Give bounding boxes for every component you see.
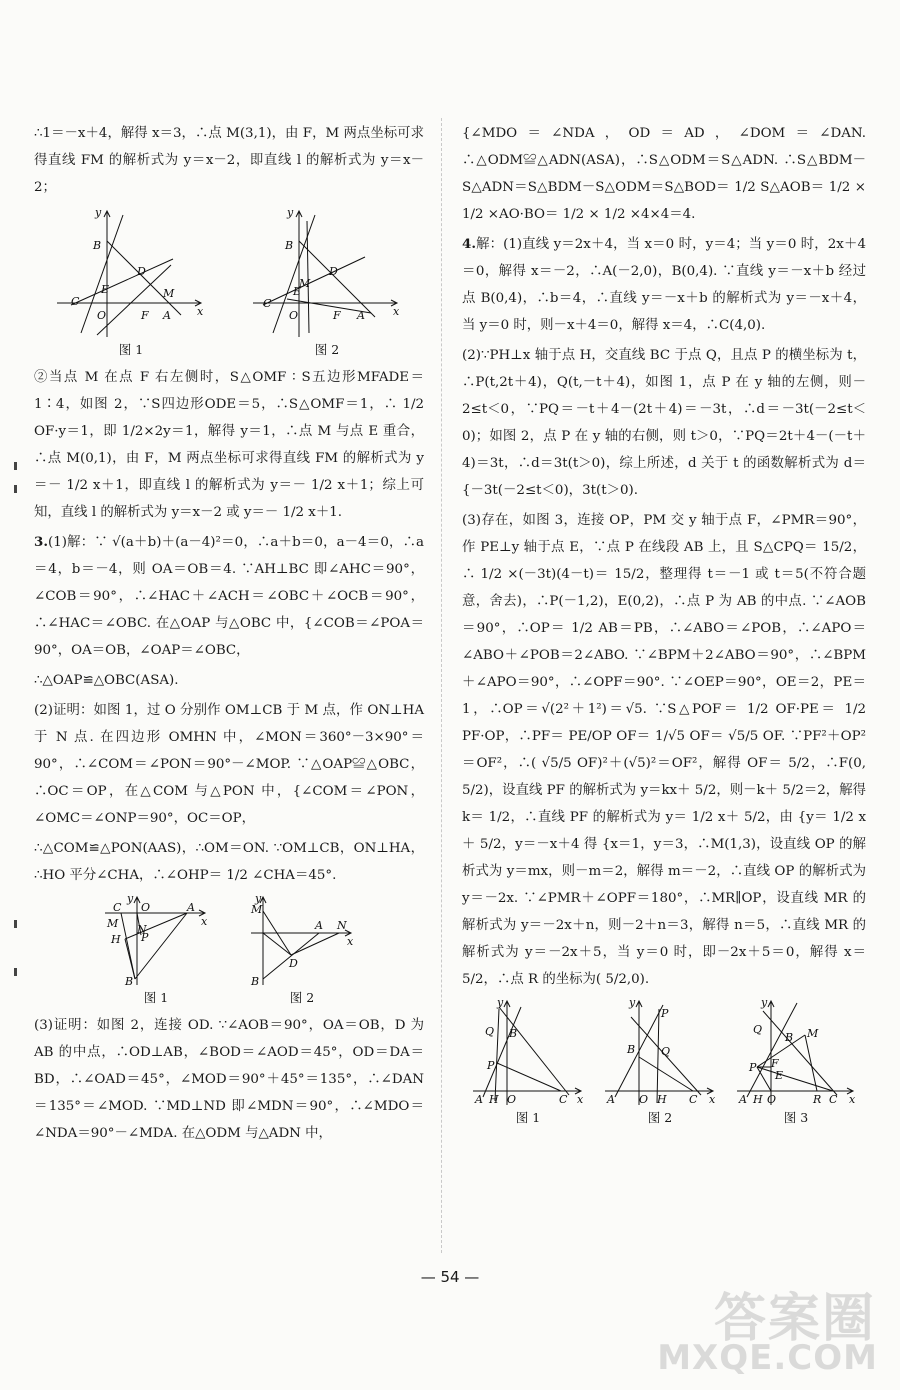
svg-text:M: M: [807, 1027, 819, 1040]
figure-caption: 图 2: [647, 1110, 673, 1125]
svg-text:B: B: [509, 1027, 518, 1040]
svg-text:y: y: [629, 997, 636, 1009]
svg-text:B: B: [125, 975, 134, 988]
svg-text:O: O: [639, 1093, 649, 1106]
figure: [469, 997, 587, 1126]
svg-text:M: M: [299, 277, 311, 290]
coordinate-diagram: [51, 205, 211, 341]
paragraph: ②当点 M 在点 F 右左侧时，S△OMF ∶ S五边形MFADE＝1∶4，如图 2，∵S四边形ODE＝5，∴S△OMF＝1，∴ 1/2 OF·y＝1，即 1/2×2y＝1，解得 y＝1，∴点 M 与点 E 重合，∴点 M(0,1)，由 F，M 两点坐标可求得直线 FM 的解析式为 y＝－ 1/2 x＋1，即直线 l 的解析式为 y＝－ 1/2 x＋1；综上可知，直线 l 的解析式为 y＝x－2 或 y＝－ 1/2 x＋1.: [34, 370, 424, 520]
figure-caption: 图 1: [515, 1110, 541, 1125]
svg-text:C: C: [113, 901, 122, 914]
watermark: [657, 1268, 884, 1380]
paragraph-text: (1)解：∵ √(a＋b)＋(a－4)²＝0，∴a＋b＝0，a－4＝0，∴a＝4，b＝－4，则 OA＝OB＝4. ∵AH⊥BC 即∠AHC＝90°，∠COB＝90°，∴∠HAC＋∠ACH＝∠OBC＋∠OCB＝90°，∴∠HAC＝∠OBC. 在△OAP 与△OBC 中，{∠COB＝∠POA＝90°，OA＝OB，∠OAP＝∠OBC，: [34, 535, 424, 658]
svg-text:B: B: [93, 239, 102, 252]
svg-text:O: O: [97, 309, 107, 322]
svg-text:B: B: [285, 239, 294, 252]
figure-row-a: [34, 205, 424, 358]
figure-row-c: [462, 997, 866, 1126]
svg-text:A: A: [739, 1093, 747, 1106]
svg-text:A: A: [607, 1093, 615, 1106]
svg-text:N: N: [137, 923, 147, 936]
svg-text:E: E: [293, 285, 302, 298]
paragraph: [34, 529, 424, 664]
svg-text:H: H: [753, 1093, 763, 1106]
paragraph: ∴△OAP≌△OBC(ASA).: [34, 673, 179, 688]
paragraph: (2)证明：如图 1，过 O 分别作 OM⊥CB 于 M 点，作 ON⊥HA 于 N 点. 在四边形 OMHN 中，∠MON＝360°－3×90°＝90°，∴∠COM＝∠PON＝90°－∠MOP. ∵△OAP≌△OBC，∴OC＝OP，在△COM 与△PON 中，{∠COM＝∠PON，∠OMC＝∠ONP＝90°，OC＝OP，: [34, 703, 424, 826]
svg-text:R: R: [813, 1093, 822, 1106]
svg-text:B: B: [785, 1031, 794, 1044]
watermark-text: 答案圈: [713, 1289, 876, 1349]
svg-text:y: y: [761, 997, 768, 1009]
watermark-url: MXQE.COM: [657, 1338, 878, 1378]
svg-text:A: A: [163, 309, 171, 322]
left-column: [34, 120, 424, 1150]
svg-text:C: C: [263, 297, 272, 310]
coordinate-diagram: [601, 997, 719, 1109]
right-column: [462, 120, 866, 1132]
paragraph: ∴△COM≌△PON(AAS)，∴OM＝ON. ∵OM⊥CB，ON⊥HA，∴HO 平分∠CHA，∴∠OHP＝ 1/2 ∠CHA＝45°.: [34, 841, 424, 883]
svg-text:H: H: [489, 1093, 499, 1106]
svg-text:P: P: [141, 931, 149, 944]
figure-caption: 图 1: [118, 342, 144, 357]
svg-text:B: B: [627, 1043, 636, 1056]
paragraph-text: 解：(1)直线 y＝2x＋4，当 x＝0 时，y＝4；当 y＝0 时，2x＋4＝0，解得 x＝－2，∴A(－2,0)，B(0,4). ∵直线 y＝－x＋b 经过点 B(0,4)，∴b＝4，∴直线 y＝－x＋b 的解析式为 y＝－x＋4，当 y＝0 时，则－x＋4＝0，解得 x＝4，∴C(4,0).: [462, 237, 866, 333]
figure-row-b: [34, 893, 424, 1006]
margin-mark: [14, 485, 17, 493]
svg-text:C: C: [689, 1093, 698, 1106]
svg-text:A: A: [357, 309, 365, 322]
svg-text:F: F: [141, 309, 149, 322]
paragraph: (3)存在，如图 3，连接 OP，PM 交 y 轴于点 F，∠PMR＝90°，作 PE⊥y 轴于点 E，∵点 P 在线段 AB 上，且 S△CPQ＝ 15/2，∴ 1/2 ×(－3t)(4－t)＝ 15/2，整理得 t＝－1 或 t＝5(不符合题意，舍去)，∴P(－1,2)，E(0,2)，∴点 P 为 AB 的中点. ∵∠AOB＝90°，∴OP＝ 1/2 AB＝PB，∴∠ABO＝∠POB，∴∠APO＝∠ABO＋∠POB＝2∠ABO. ∵∠BPM＋2∠ABO＝90°，∴∠BPM＋∠APO＝90°，∴∠OPF＝90°. ∵∠OEP＝90°，OE＝2，PE＝1，∴OP＝√(2²＋1²)＝√5. ∵S△POF＝ 1/2 OF·PE＝ 1/2 PF·OP，∴PF＝ PE/OP OF＝ 1/√5 OF＝ √5/5 OF. ∵PF²＋OP²＝OF²，∴( √5/5 OF)²＋(√5)²＝OF²，解得 OF＝ 5/2，∴F(0, 5/2)，设直线 PF 的解析式为 y＝kx＋ 5/2，则－k＋ 5/2＝2，解得 k＝ 1/2，∴直线 PF 的解析式为 y＝ 1/2 x＋ 5/2，由 {y＝ 1/2 x＋ 5/2，y＝－x＋4 得 {x＝1，y＝3，∴M(1,3)，设直线 OP 的解析式为 y＝mx，则－m＝2，解得 m＝－2，∴直线 OP 的解析式为 y＝－2x. ∵∠PMR＋∠OPF＝180°，∴MR∥OP，设直线 MR 的解析式为 y＝－2x＋n，则－2＋n＝3，解得 n＝5，∴直线 MR 的解析式为 y＝－2x＋5，当 y＝0 时，即－2x＋5＝0，解得 x＝ 5/2，∴点 R 的坐标为( 5/2,0).: [462, 513, 866, 987]
svg-text:M: M: [163, 287, 175, 300]
svg-text:N: N: [337, 919, 347, 932]
figure: [101, 893, 211, 1006]
svg-text:F: F: [333, 309, 341, 322]
svg-text:y: y: [127, 893, 134, 905]
svg-text:Q: Q: [485, 1025, 495, 1038]
figure-caption: 图 2: [289, 990, 315, 1005]
svg-text:Q: Q: [753, 1023, 763, 1036]
svg-text:x: x: [709, 1093, 716, 1106]
svg-text:O: O: [289, 309, 299, 322]
margin-mark: [14, 462, 17, 470]
figure-caption: 图 3: [783, 1110, 809, 1125]
figure-caption: 图 1: [143, 990, 169, 1005]
svg-text:x: x: [197, 305, 204, 318]
paragraph: {∠MDO＝∠NDA，OD＝AD，∠DOM＝∠DAN. ∴△ODM≌△ADN(ASA)，∴S△ODM＝S△ADN. ∴S△BDM－S△ADN＝S△BDM－S△ODM＝S△BOD＝ 1/2 S△AOB＝ 1/2 × 1/2 ×AO·BO＝ 1/2 × 1/2 ×4×4＝4.: [462, 126, 866, 222]
svg-text:x: x: [849, 1093, 856, 1106]
svg-text:A: A: [187, 901, 195, 914]
svg-text:O: O: [141, 901, 151, 914]
paragraph: (2)∵PH⊥x 轴于点 H，交直线 BC 于点 Q，且点 P 的横坐标为 t，∴P(t,2t＋4)，Q(t,－t＋4)，如图 1，点 P 在 y 轴的左侧，则－2≤t＜0，∵PQ＝－t＋4－(2t＋4)＝－3t，∴d＝－3t(－2≤t＜0)；如图 2，点 P 在 y 轴的右侧，则 t＞0，∵PQ＝2t＋4－(－t＋4)＝3t，∴d＝3t(t＞0)，综上所述，d 关于 t 的函数解析式为 d＝{－3t(－2≤t＜0)，3t(t＞0).: [462, 348, 866, 498]
svg-text:E: E: [101, 283, 110, 296]
svg-text:P: P: [749, 1061, 757, 1074]
svg-text:O: O: [507, 1093, 517, 1106]
svg-text:A: A: [475, 1093, 483, 1106]
svg-text:y: y: [287, 206, 294, 219]
figure: [733, 997, 859, 1126]
figure: [51, 205, 211, 358]
coordinate-diagram: [247, 205, 407, 341]
paragraph: [462, 231, 866, 339]
svg-text:C: C: [559, 1093, 568, 1106]
svg-text:O: O: [767, 1093, 777, 1106]
svg-text:x: x: [577, 1093, 584, 1106]
svg-text:B: B: [251, 975, 260, 988]
svg-text:x: x: [347, 935, 354, 948]
svg-text:P: P: [487, 1059, 495, 1072]
page-number: — 54 —: [420, 1268, 480, 1286]
svg-text:y: y: [95, 206, 102, 219]
question-number: 3.: [34, 534, 48, 550]
coordinate-diagram: [247, 893, 357, 989]
figure: [247, 205, 407, 358]
figure: [601, 997, 719, 1126]
coordinate-diagram: [469, 997, 587, 1109]
svg-text:y: y: [497, 997, 504, 1009]
svg-text:x: x: [393, 305, 400, 318]
svg-text:H: H: [111, 933, 121, 946]
svg-text:D: D: [289, 957, 298, 970]
margin-mark: [14, 968, 17, 976]
margin-mark: [14, 920, 17, 928]
coordinate-diagram: [733, 997, 859, 1109]
svg-text:E: E: [775, 1069, 784, 1082]
svg-text:y: y: [255, 893, 262, 905]
question-number: 4.: [462, 236, 476, 252]
svg-text:C: C: [829, 1093, 838, 1106]
svg-text:D: D: [329, 265, 338, 278]
svg-text:D: D: [137, 265, 146, 278]
svg-text:A: A: [315, 919, 323, 932]
coordinate-diagram: [101, 893, 211, 989]
svg-text:M: M: [107, 917, 119, 930]
svg-text:F: F: [771, 1057, 779, 1070]
svg-text:x: x: [201, 915, 208, 928]
svg-text:H: H: [657, 1093, 667, 1106]
svg-text:M: M: [251, 903, 263, 916]
svg-text:C: C: [71, 295, 80, 308]
svg-text:Q: Q: [661, 1045, 671, 1058]
paragraph: ∴1＝－x＋4，解得 x＝3，∴点 M(3,1)，由 F，M 两点坐标可求得直线 FM 的解析式为 y＝x－2，即直线 l 的解析式为 y＝x－2；: [34, 126, 424, 195]
paragraph: (3)证明：如图 2，连接 OD. ∵∠AOB＝90°，OA＝OB，D 为 AB 的中点，∴OD⊥AB，∠BOD＝∠AOD＝45°，OD＝DA＝BD，∴∠OAD＝45°，∠MOD＝90°＋45°＝135°，∴∠DAN＝135°＝∠MOD. ∵MD⊥ND 即∠MDN＝90°，∴∠MDO＝∠NDA＝90°－∠MDA. 在△ODM 与△ADN 中，: [34, 1018, 424, 1141]
svg-text:P: P: [661, 1007, 669, 1020]
column-divider: [441, 118, 442, 1253]
figure: [247, 893, 357, 1006]
figure-caption: 图 2: [314, 342, 340, 357]
